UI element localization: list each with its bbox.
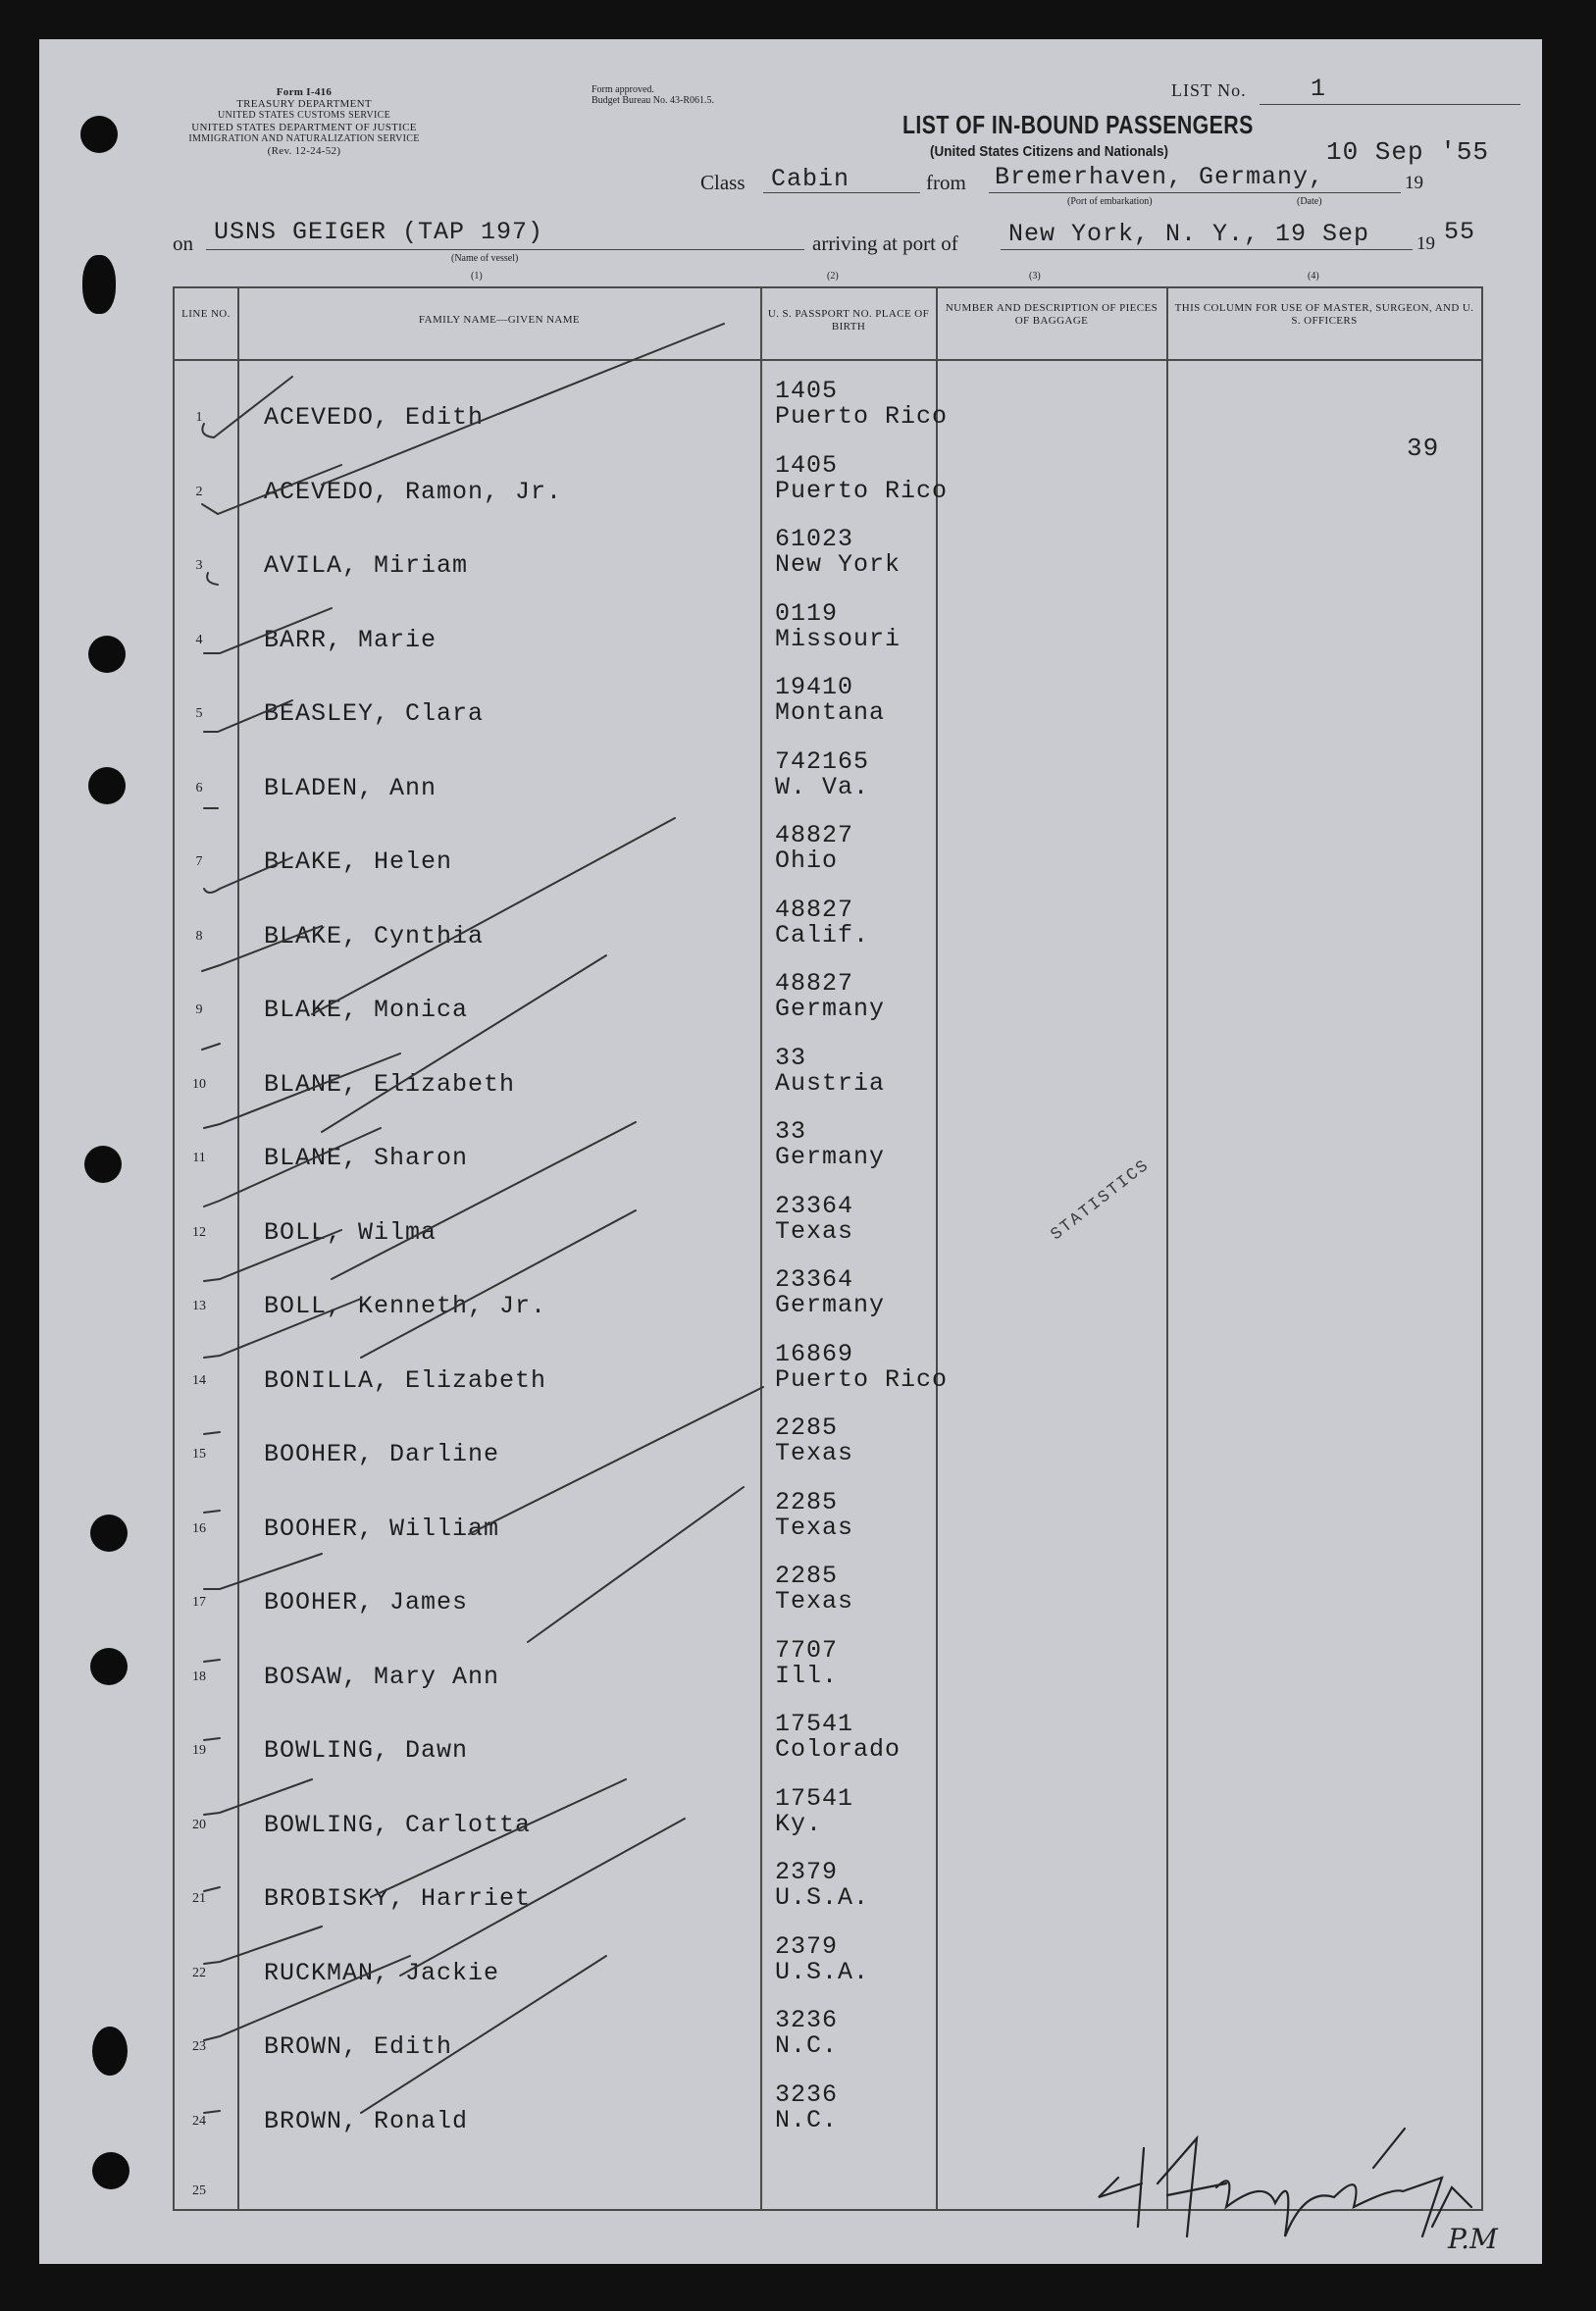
line-number: 4	[195, 632, 203, 647]
slash-stroke	[469, 1387, 763, 1534]
passenger-name: BLAKE, Monica	[264, 996, 469, 1024]
vessel-underline	[206, 249, 804, 250]
line-number: 21	[192, 1891, 206, 1906]
passenger-name: BLADEN, Ann	[264, 773, 438, 802]
passenger-name: BOWLING, Dawn	[264, 1736, 469, 1765]
year2-value: 55	[1444, 218, 1476, 246]
check-mark	[202, 926, 322, 971]
col-index-4: (4)	[1308, 271, 1319, 282]
place-of-birth: Texas	[775, 1216, 854, 1246]
col-index-2: (2)	[827, 271, 839, 282]
form-approved: Form approved.	[592, 84, 654, 95]
statistics-stamp: STATISTICS	[1048, 1156, 1155, 1245]
from-label: from	[926, 171, 966, 194]
class-underline	[763, 192, 920, 193]
punch-hole	[88, 767, 126, 804]
check-mark	[204, 857, 292, 893]
passport-number: 2285	[775, 1487, 839, 1516]
justice-dept: UNITED STATES DEPARTMENT OF JUSTICE	[191, 122, 417, 133]
place-of-birth: Ohio	[775, 847, 839, 875]
date-caption: (Date)	[1297, 196, 1322, 207]
punch-hole	[82, 255, 116, 314]
check-mark	[204, 1432, 220, 1434]
col-index-1: (1)	[471, 271, 483, 282]
passenger-name: BLAKE, Cynthia	[264, 921, 485, 950]
passport-number: 17541	[775, 1710, 854, 1738]
line-number: 13	[192, 1299, 206, 1313]
list-no-value: 1	[1311, 75, 1327, 103]
passenger-name: ACEVEDO, Ramon, Jr.	[264, 477, 563, 506]
place-of-birth: Texas	[775, 1439, 854, 1467]
slash-stroke	[361, 1210, 636, 1358]
place-of-birth: Colorado	[775, 1735, 901, 1764]
passport-number: 742165	[775, 746, 870, 776]
slash-stroke	[400, 1819, 685, 1976]
passport-number: 2285	[775, 1562, 839, 1590]
signature-stroke	[1216, 2178, 1442, 2236]
place-of-birth: N.C.	[775, 2105, 839, 2134]
punch-hole	[84, 1146, 122, 1183]
passport-number: 3236	[775, 2006, 839, 2034]
form-agency-block	[157, 86, 451, 157]
passport-number: 7707	[775, 1635, 839, 1665]
passenger-name: BLANE, Elizabeth	[264, 1069, 516, 1099]
place-of-birth: Texas	[775, 1587, 854, 1616]
passenger-name: BROBISKY, Harriet	[264, 1884, 532, 1913]
col-head-line: LINE NO.	[181, 308, 231, 320]
punch-hole	[88, 636, 126, 673]
line-number: 1	[195, 410, 203, 425]
slash-stroke	[322, 324, 724, 485]
place-of-birth: Ky.	[775, 1809, 823, 1838]
passport-number: 0119	[775, 598, 839, 628]
officer-count: 39	[1407, 434, 1440, 463]
place-of-birth: Germany	[775, 995, 886, 1023]
passport-number: 23364	[775, 1191, 854, 1220]
place-of-birth: Austria	[775, 1068, 886, 1098]
check-mark	[204, 1230, 341, 1281]
passport-number: 33	[775, 1043, 807, 1072]
passenger-name: BLANE, Sharon	[264, 1144, 469, 1172]
treasury-dept: TREASURY DEPARTMENT	[236, 98, 372, 110]
vessel-name: USNS GEIGER (TAP 197)	[214, 218, 544, 246]
check-mark	[204, 1053, 400, 1128]
time-note: P.M	[1448, 2223, 1498, 2255]
check-mark	[204, 1128, 381, 1207]
place-of-birth: W. Va.	[775, 772, 870, 801]
passenger-name: BOOHER, James	[264, 1588, 469, 1617]
line-number: 8	[195, 928, 203, 944]
signature-stroke	[1099, 2138, 1226, 2236]
place-of-birth: Calif.	[775, 920, 870, 950]
check-mark	[204, 1926, 322, 1964]
year-label: 19	[1405, 173, 1423, 193]
check-mark	[204, 1660, 220, 1662]
slash-stroke	[371, 1779, 626, 1897]
line-number: 18	[192, 1669, 206, 1684]
date-typed: 10 Sep '55	[1326, 137, 1490, 167]
passenger-name: BARR, Marie	[264, 625, 438, 654]
passenger-name: BROWN, Ronald	[264, 2106, 469, 2135]
place-of-birth: Puerto Rico	[775, 402, 949, 431]
line-number: 17	[192, 1595, 206, 1610]
punch-hole	[90, 1648, 128, 1685]
passenger-name: BLAKE, Helen	[264, 847, 453, 876]
from-underline	[989, 192, 1401, 193]
passenger-name: ACEVEDO, Edith	[264, 403, 485, 432]
col-index-3: (3)	[1029, 271, 1041, 282]
check-mark	[204, 1887, 220, 1891]
passport-number: 48827	[775, 969, 854, 998]
passenger-name: BEASLEY, Clara	[264, 699, 485, 728]
passenger-name: BONILLA, Elizabeth	[264, 1365, 547, 1395]
line-number: 11	[192, 1151, 206, 1165]
place-of-birth: Puerto Rico	[775, 476, 949, 505]
place-of-birth: New York	[775, 550, 901, 579]
passenger-name: RUCKMAN, Jackie	[264, 1958, 500, 1987]
check-mark	[204, 1511, 220, 1513]
passport-number: 3236	[775, 2080, 839, 2109]
port-underline	[1001, 249, 1413, 250]
col-head-passport: U. S. PASSPORT NO. PLACE OF BIRTH	[767, 308, 930, 333]
check-mark	[204, 608, 332, 653]
passport-number: 2379	[775, 1931, 839, 1961]
place-of-birth: Montana	[775, 698, 886, 727]
slash-stroke	[528, 1487, 744, 1642]
tally-marks-svg	[175, 288, 1481, 2209]
line-number: 22	[192, 1965, 206, 1980]
slash-stroke	[322, 955, 606, 1132]
line-number: 24	[192, 2113, 206, 2129]
col-head-officers: THIS COLUMN FOR USE OF MASTER, SURGEON, AND U. S. OFFICERS	[1174, 302, 1474, 327]
vessel-caption: (Name of vessel)	[451, 253, 519, 264]
check-mark	[207, 573, 218, 585]
line-number: 6	[195, 780, 203, 796]
check-mark	[204, 2111, 220, 2113]
port-value: New York, N. Y., 19 Sep	[1008, 220, 1370, 248]
punch-hole	[92, 2152, 129, 2189]
check-mark	[204, 1299, 361, 1358]
place-of-birth: Germany	[775, 1291, 886, 1319]
arriving-label: arriving at port of	[812, 231, 958, 255]
place-of-birth: U.S.A.	[775, 1957, 870, 1986]
place-of-birth: Missouri	[775, 624, 901, 653]
line-number: 9	[195, 1002, 203, 1017]
check-mark	[202, 1044, 220, 1050]
page-subtitle: (United States Citizens and Nationals)	[930, 143, 1169, 160]
place-of-birth: Germany	[775, 1143, 886, 1171]
check-mark	[204, 1554, 322, 1589]
check-mark	[204, 1779, 312, 1815]
passport-number: 61023	[775, 525, 854, 553]
manifest-page	[39, 39, 1542, 2264]
passport-number: 1405	[775, 377, 839, 405]
place-of-birth: Texas	[775, 1513, 854, 1542]
signature-stroke	[1373, 2129, 1471, 2227]
slash-stroke	[361, 1956, 606, 2113]
passenger-name: BOWLING, Carlotta	[264, 1810, 532, 1839]
line-number: 3	[195, 558, 203, 573]
line-number: 5	[195, 706, 203, 721]
on-label: on	[173, 231, 193, 255]
line-number: 7	[195, 854, 203, 869]
passenger-table	[173, 286, 1483, 2211]
punch-hole	[80, 116, 118, 153]
class-label: Class	[700, 171, 746, 194]
check-mark	[202, 465, 341, 514]
passenger-name: BOOHER, William	[264, 1514, 500, 1543]
form-number: Form I-416	[276, 86, 333, 98]
line-number: 2	[195, 484, 203, 499]
list-no-underline	[1260, 104, 1520, 105]
line-number: 16	[192, 1520, 206, 1536]
embark-caption: (Port of embarkation)	[1067, 196, 1153, 207]
immigration-service: IMMIGRATION AND NATURALIZATION SERVICE	[188, 133, 420, 144]
place-of-birth: N.C.	[775, 2031, 839, 2060]
passport-number: 23364	[775, 1265, 854, 1294]
passport-number: 1405	[775, 450, 839, 480]
passport-number: 48827	[775, 821, 854, 849]
place-of-birth: U.S.A.	[775, 1883, 870, 1912]
line-number: 12	[192, 1224, 206, 1240]
line-number: 10	[192, 1076, 206, 1092]
place-of-birth: Ill.	[775, 1661, 839, 1690]
punch-hole	[92, 2027, 128, 2076]
passport-number: 17541	[775, 1783, 854, 1813]
check-mark	[204, 1956, 410, 2040]
punch-hole	[90, 1515, 128, 1552]
line-number: 14	[192, 1372, 206, 1388]
check-mark	[202, 377, 292, 437]
customs-service: UNITED STATES CUSTOMS SERVICE	[217, 110, 391, 121]
budget-bureau: Budget Bureau No. 43-R061.5.	[592, 95, 714, 106]
year2-label: 19	[1416, 233, 1435, 254]
slash-stroke	[332, 1122, 636, 1279]
line-number: 19	[192, 1743, 206, 1758]
passport-number: 16869	[775, 1339, 854, 1368]
line-number: 20	[192, 1817, 206, 1832]
passenger-name: BROWN, Edith	[264, 2032, 453, 2061]
passport-number: 2379	[775, 1858, 839, 1886]
passenger-name: BOOHER, Darline	[264, 1440, 500, 1468]
passport-number: 2285	[775, 1413, 839, 1442]
approval-block	[592, 84, 714, 106]
col-head-name: FAMILY NAME—GIVEN NAME	[418, 314, 581, 326]
line-number: 23	[192, 2039, 206, 2054]
line-number: 25	[192, 2183, 206, 2198]
passenger-name: BOSAW, Mary Ann	[264, 1662, 500, 1691]
passenger-name: BOLL, Wilma	[264, 1217, 438, 1247]
revision: (Rev. 12-24-52)	[267, 145, 341, 157]
passenger-name: BOLL, Kenneth, Jr.	[264, 1292, 547, 1320]
col-head-baggage: NUMBER AND DESCRIPTION OF PIECES OF BAGGAGE	[945, 302, 1158, 327]
slash-stroke	[312, 818, 675, 1014]
passport-number: 33	[775, 1117, 807, 1146]
passport-number: 48827	[775, 895, 854, 924]
line-number: 15	[192, 1447, 206, 1462]
passport-number: 19410	[775, 673, 854, 701]
check-mark	[204, 700, 292, 732]
check-mark	[204, 1738, 220, 1740]
place-of-birth: Puerto Rico	[775, 1364, 949, 1394]
from-value: Bremerhaven, Germany,	[995, 163, 1325, 191]
passenger-name: AVILA, Miriam	[264, 551, 469, 580]
class-value: Cabin	[771, 165, 850, 193]
list-no-label: LIST No.	[1171, 80, 1247, 100]
page-title: LIST OF IN-BOUND PASSENGERS	[902, 110, 1254, 139]
